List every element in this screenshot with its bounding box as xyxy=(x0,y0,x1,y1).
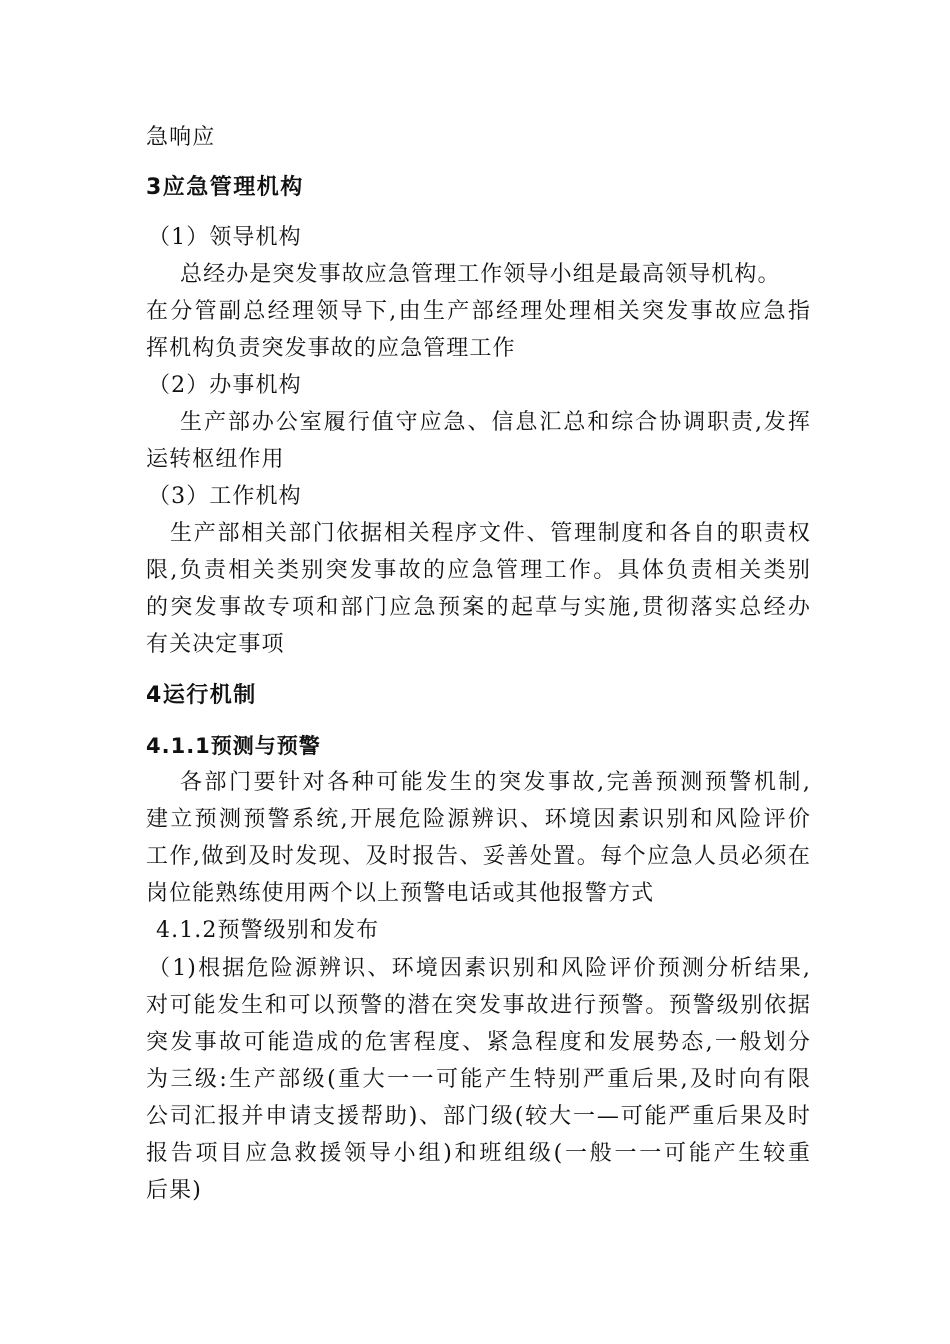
paragraph-line: 后果) xyxy=(146,1178,202,1203)
paragraph-line: 建立预测预警系统,开展危险源辨识、环境因素识别和风险评价 xyxy=(146,807,811,832)
paragraph-line: 在分管副总经理领导下,由生产部经理处理相关突发事故应急指 xyxy=(146,299,811,324)
paragraph-line: 挥机构负责突发事故的应急管理工作 xyxy=(146,336,516,361)
subsection-label-1: （1）领导机构 xyxy=(148,225,302,250)
subsection-heading-4-1-1: 4.1.1预测与预警 xyxy=(146,734,321,758)
paragraph-line: 公司汇报并申请支援帮助)、部门级(较大一—可能严重后果及时 xyxy=(146,1104,811,1129)
section-heading-4: 4运行机制 xyxy=(146,683,257,708)
subsection-label-2: （2）办事机构 xyxy=(148,373,302,398)
paragraph-line: 的突发事故专项和部门应急预案的起草与实施,贯彻落实总经办 xyxy=(146,595,811,620)
paragraph-line: 工作,做到及时发现、及时报告、妥善处置。每个应急人员必须在 xyxy=(146,844,811,869)
paragraph-line: 有关决定事项 xyxy=(146,632,285,657)
paragraph-line: 岗位能熟练使用两个以上预警电话或其他报警方式 xyxy=(146,881,655,906)
paragraph-line: 生产部办公室履行值守应急、信息汇总和综合协调职责,发挥 xyxy=(180,410,811,435)
paragraph-line: 总经办是突发事故应急管理工作领导小组是最高领导机构。 xyxy=(180,262,781,287)
paragraph-line: 突发事故可能造成的危害程度、紧急程度和发展势态,一般划分 xyxy=(146,1030,811,1055)
section-heading-3: 3应急管理机构 xyxy=(146,175,304,200)
paragraph-line: 生产部相关部门依据相关程序文件、管理制度和各自的职责权 xyxy=(170,521,811,546)
paragraph-line: 报告项目应急救援领导小组)和班组级(一般一一可能产生较重 xyxy=(146,1141,811,1166)
subsection-label-3: （3）工作机构 xyxy=(148,484,302,509)
paragraph-line: 对可能发生和可以预警的潜在突发事故进行预警。预警级别依据 xyxy=(146,993,811,1018)
paragraph-line: （1)根据危险源辨识、环境因素识别和风险评价预测分析结果, xyxy=(148,956,811,981)
paragraph-line: 各部门要针对各种可能发生的突发事故,完善预测预警机制, xyxy=(180,770,811,795)
subsection-heading-4-1-2: 4.1.2预警级别和发布 xyxy=(156,918,380,943)
paragraph-line: 急响应 xyxy=(146,125,216,150)
paragraph-line: 运转枢纽作用 xyxy=(146,447,285,472)
paragraph-line: 限,负责相关类别突发事故的应急管理工作。具体负责相关类别 xyxy=(146,558,811,583)
paragraph-line: 为三级:生产部级(重大一一可能产生特别严重后果,及时向有限 xyxy=(146,1067,811,1092)
